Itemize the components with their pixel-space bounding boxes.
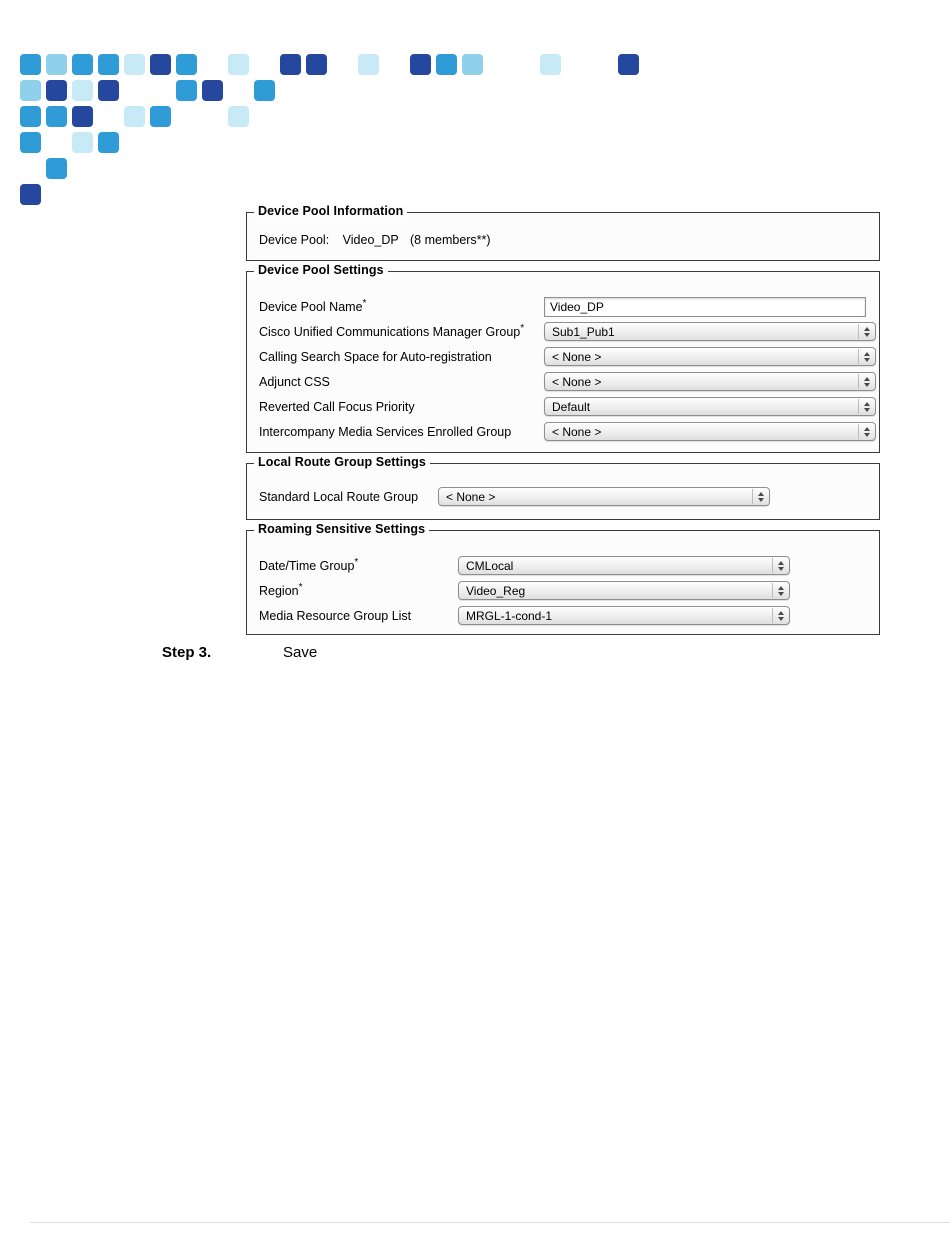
- pixel-mosaic: [20, 54, 680, 214]
- field-label-text: Adjunct CSS: [259, 375, 330, 390]
- select-value: < None >: [552, 424, 602, 439]
- device-pool-name-label: [259, 298, 544, 314]
- mosaic-square: [150, 106, 171, 127]
- mosaic-square: [46, 80, 67, 101]
- mosaic-square: [72, 54, 93, 75]
- field-label-text: Reverted Call Focus Priority: [259, 400, 415, 415]
- mosaic-square: [98, 132, 119, 153]
- required-asterisk: *: [362, 298, 367, 310]
- field-row-adjunct-css: [247, 369, 879, 394]
- mosaic-square: [124, 106, 145, 127]
- mosaic-square: [228, 54, 249, 75]
- roaming-sensitive-legend: Roaming Sensitive Settings: [254, 522, 429, 536]
- device-pool-information-section: [246, 204, 880, 261]
- mosaic-square: [436, 54, 457, 75]
- mosaic-square: [20, 80, 41, 101]
- mosaic-square: [20, 54, 41, 75]
- select-value: < None >: [552, 349, 602, 364]
- device-pool-summary-label: Device Pool:: [259, 233, 330, 247]
- field-row-date-time-group: [247, 553, 879, 578]
- mosaic-square: [410, 54, 431, 75]
- date-time-group-label: [259, 557, 458, 573]
- stepper-icon: [772, 608, 788, 623]
- mosaic-square: [46, 54, 67, 75]
- select-value: CMLocal: [466, 558, 514, 573]
- field-label-text: Standard Local Route Group: [259, 490, 419, 505]
- stepper-icon: [858, 374, 874, 389]
- mosaic-square: [20, 132, 41, 153]
- device-pool-summary: [247, 213, 879, 260]
- field-row-calling-search-space: [247, 344, 879, 369]
- select-value: < None >: [446, 489, 496, 504]
- step-instruction: Save: [283, 644, 318, 661]
- select-value: < None >: [552, 374, 602, 389]
- region-select[interactable]: [458, 581, 790, 600]
- adjunct-css-select[interactable]: [544, 372, 876, 391]
- field-label-text: Calling Search Space for Auto-registration: [259, 350, 492, 365]
- mosaic-square: [176, 80, 197, 101]
- mosaic-square: [228, 106, 249, 127]
- mosaic-square: [254, 80, 275, 101]
- field-label-text: Region: [259, 584, 299, 599]
- field-label-text: Media Resource Group List: [259, 609, 412, 624]
- field-row-standard-local-route-group: [247, 484, 879, 509]
- mosaic-square: [72, 106, 93, 127]
- calling-search-space-label: [259, 348, 544, 364]
- field-label-text: Intercompany Media Services Enrolled Group: [259, 425, 512, 440]
- stepper-icon: [858, 324, 874, 339]
- mosaic-square: [124, 54, 145, 75]
- select-value: Video_Reg: [466, 583, 526, 598]
- mosaic-square: [176, 54, 197, 75]
- intercompany-media-select[interactable]: [544, 422, 876, 441]
- stepper-icon: [772, 583, 788, 598]
- stepper-icon: [858, 424, 874, 439]
- mosaic-square: [98, 80, 119, 101]
- field-label-text: Device Pool Name: [259, 300, 363, 315]
- standard-local-route-group-select[interactable]: [438, 487, 770, 506]
- field-row-cucm-group: [247, 319, 879, 344]
- mosaic-square: [540, 54, 561, 75]
- device-pool-settings-legend: Device Pool Settings: [254, 263, 388, 277]
- mosaic-square: [72, 132, 93, 153]
- step-number: Step 3.: [162, 644, 212, 661]
- local-route-group-legend: Local Route Group Settings: [254, 455, 430, 469]
- mosaic-square: [358, 54, 379, 75]
- roaming-sensitive-section: [246, 522, 880, 635]
- intercompany-media-label: [259, 423, 544, 439]
- device-pool-information-legend: Device Pool Information: [254, 204, 407, 218]
- field-label-text: Date/Time Group: [259, 559, 355, 574]
- field-row-region: [247, 578, 879, 603]
- field-row-media-resource-group-list: [247, 603, 879, 628]
- adjunct-css-label: [259, 373, 544, 389]
- required-asterisk: *: [354, 557, 359, 569]
- mosaic-square: [306, 54, 327, 75]
- reverted-call-focus-select[interactable]: [544, 397, 876, 416]
- calling-search-space-select[interactable]: [544, 347, 876, 366]
- mosaic-square: [72, 80, 93, 101]
- mosaic-square: [462, 54, 483, 75]
- media-resource-group-list-select[interactable]: [458, 606, 790, 625]
- mosaic-square: [618, 54, 639, 75]
- stepper-icon: [772, 558, 788, 573]
- device-pool-summary-members: (8 members**): [410, 233, 491, 247]
- select-value: Default: [552, 399, 591, 414]
- cucm-group-label: [259, 323, 544, 339]
- cucm-group-select[interactable]: [544, 322, 876, 341]
- date-time-group-select[interactable]: [458, 556, 790, 575]
- stepper-icon: [858, 349, 874, 364]
- device-pool-settings-section: [246, 263, 880, 453]
- stepper-icon: [752, 489, 768, 504]
- device-pool-summary-value: Video_DP: [342, 233, 399, 247]
- field-label-text: Cisco Unified Communications Manager Group: [259, 325, 521, 340]
- footer-divider: [30, 1222, 950, 1223]
- mosaic-square: [98, 54, 119, 75]
- mosaic-square: [46, 158, 67, 179]
- mosaic-square: [46, 106, 67, 127]
- required-asterisk: *: [520, 323, 525, 335]
- standard-local-route-group-label: [259, 488, 438, 504]
- select-value: Sub1_Pub1: [552, 324, 615, 339]
- mosaic-square: [20, 184, 41, 205]
- local-route-group-section: [246, 455, 880, 520]
- field-row-intercompany-media: [247, 419, 879, 444]
- region-label: [259, 582, 458, 598]
- mosaic-square: [202, 80, 223, 101]
- required-asterisk: *: [298, 582, 303, 594]
- media-resource-group-list-label: [259, 607, 458, 623]
- mosaic-square: [150, 54, 171, 75]
- stepper-icon: [858, 399, 874, 414]
- mosaic-square: [20, 106, 41, 127]
- device-pool-name-input[interactable]: [544, 297, 866, 317]
- reverted-call-focus-label: [259, 398, 544, 414]
- device-pool-screenshot: [246, 204, 880, 645]
- select-value: MRGL-1-cond-1: [466, 608, 553, 623]
- mosaic-square: [280, 54, 301, 75]
- field-row-reverted-call-focus: [247, 394, 879, 419]
- field-row-device-pool-name: [247, 294, 879, 319]
